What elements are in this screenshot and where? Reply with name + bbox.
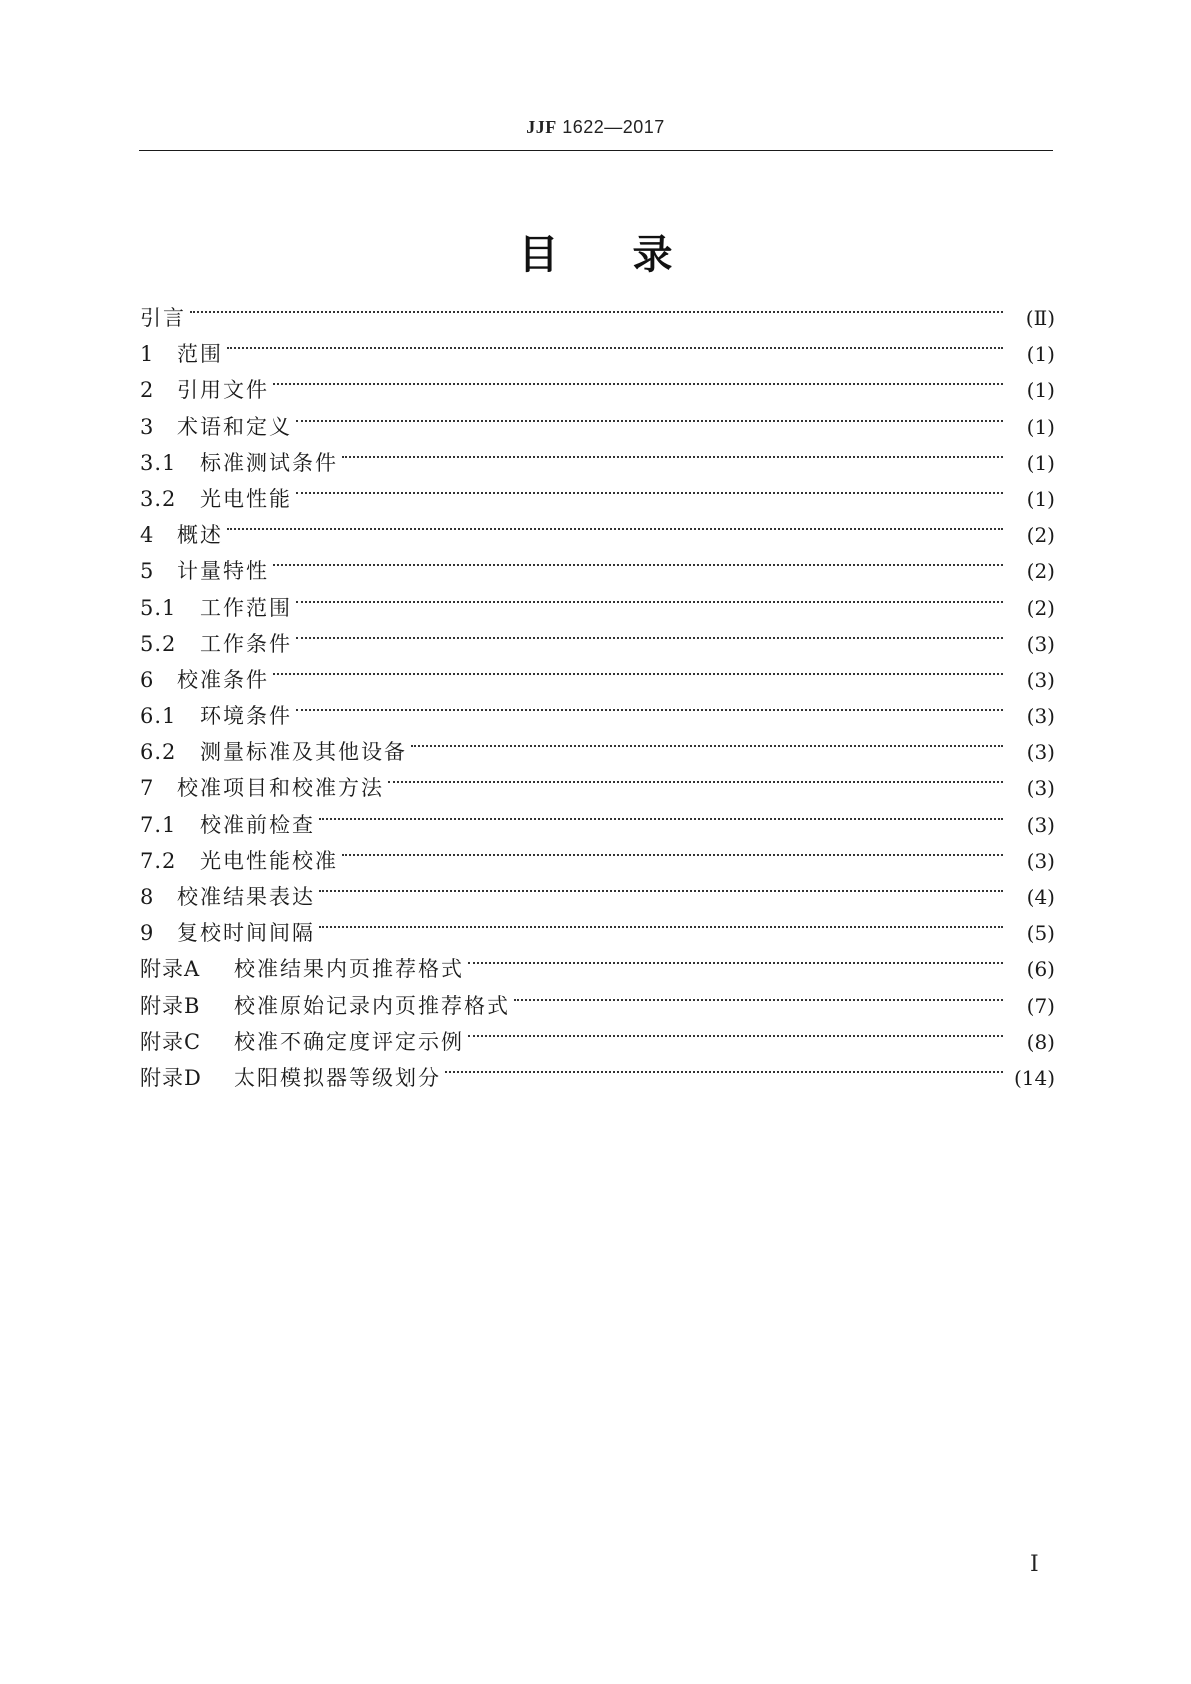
toc-entry-number: 5.2 [140,631,177,656]
toc-entry-label: 校准前检查 [200,812,315,837]
toc-entry-number: 3.2 [140,486,177,511]
toc-entry-label: 光电性能 [200,486,292,511]
toc-entry-page: (3) [1026,812,1055,837]
toc-entry-label: 范围 [177,342,223,367]
toc-entry-number: 2 [140,378,155,403]
toc-entry-label: 引用文件 [177,378,269,403]
dot-leader [388,759,1003,795]
toc-entry-number: 7.2 [140,848,177,873]
toc-entry-number: 附录D [140,1065,202,1090]
toc-entry-number: 7.1 [140,812,177,837]
toc-entry-number: 9 [140,921,155,946]
toc-entry[interactable] [140,398,1055,439]
toc-title-part1: 目 [518,231,559,278]
page-number: Ⅰ [1030,1552,1039,1577]
toc-entry-page: (1) [1026,342,1055,367]
dot-leader [273,651,1003,687]
toc-entry-page: (3) [1026,776,1055,801]
toc-entry-number: 8 [140,885,155,909]
dot-leader [468,940,1003,976]
dot-leader [296,615,1003,651]
dot-leader [296,687,1003,723]
toc-entry-label: 太阳模拟器等级划分 [234,1065,441,1090]
toc-entry-page: (1) [1026,450,1055,475]
dot-leader [227,325,1003,361]
toc-entry-label: 术语和定义 [177,414,292,439]
dot-leader [342,832,1003,868]
dot-leader [296,579,1003,615]
toc-entry-number: 6.2 [140,740,177,765]
toc-entry-label: 计量特性 [177,559,269,584]
toc-entry-page: (4) [1026,885,1055,909]
toc-entry-label: 环境条件 [200,704,292,729]
toc-title-part2: 录 [632,231,673,278]
dot-leader [411,723,1003,759]
toc-list [140,289,1055,1090]
toc-entry-number: 3.1 [140,450,177,475]
toc-entry[interactable] [140,506,1055,548]
toc-entry-page: (3) [1026,848,1055,873]
dot-leader [190,289,1003,325]
toc-entry-number: 6 [140,667,155,692]
dot-leader [445,1049,1003,1085]
toc-entry-page: (8) [1026,1029,1055,1054]
toc-entry-label: 校准原始记录内页推荐格式 [234,993,510,1018]
toc-entry-page: (1) [1026,486,1055,511]
toc-entry[interactable] [140,687,1055,729]
dot-leader [342,434,1003,470]
toc-entry-label: 引言 [140,306,186,330]
dot-leader [273,542,1003,578]
toc-entry-page: (7) [1026,993,1055,1018]
dot-leader [319,868,1003,904]
toc-entry-page: (2) [1026,559,1055,584]
toc-entry-label: 工作条件 [200,631,292,656]
toc-entry-number: 附录B [140,993,201,1018]
toc-entry[interactable] [140,651,1055,692]
dot-leader [468,1013,1003,1049]
toc-entry-page: (3) [1026,631,1055,656]
toc-entry-page: (2) [1026,595,1055,620]
toc-entry-label: 工作范围 [200,595,292,620]
toc-entry-label: 校准不确定度评定示例 [234,1029,464,1054]
toc-entry-label: 标准测试条件 [200,450,338,475]
toc-entry-label: 概述 [177,523,223,548]
toc-entry[interactable] [140,361,1055,403]
toc-entry-number: 1 [140,342,155,367]
dot-leader [227,506,1003,542]
toc-entry-number: 5.1 [140,595,177,620]
toc-entry-page: (3) [1026,740,1055,765]
dot-leader [319,904,1003,940]
toc-entry-page: (6) [1026,957,1055,982]
standard-number: 1622—2017 [562,117,665,137]
toc-entry[interactable] [140,289,1055,330]
toc-entry-page: (1) [1026,378,1055,403]
toc-entry[interactable] [140,579,1055,620]
dot-leader [319,796,1003,832]
toc-entry-label: 光电性能校准 [200,848,338,873]
toc-entry[interactable] [140,542,1055,584]
toc-title [0,231,1191,279]
toc-entry-page: (3) [1026,704,1055,729]
toc-entry-number: 附录C [140,1029,202,1054]
toc-entry-label: 校准结果内页推荐格式 [234,957,464,982]
header-divider [139,150,1053,151]
toc-entry[interactable] [140,325,1055,367]
dot-leader [273,361,1003,397]
toc-entry-number: 5 [140,559,155,584]
toc-entry-page: (3) [1026,667,1055,692]
toc-entry-page: (5) [1026,921,1055,946]
toc-entry-page: (1) [1026,414,1055,439]
standard-code: JJF [526,117,557,137]
running-header [0,117,1191,138]
toc-entry-label: 测量标准及其他设备 [200,740,407,765]
toc-entry-label: 校准项目和校准方法 [177,776,384,801]
dot-leader [514,977,1003,1013]
toc-entry-page: (2) [1026,523,1055,548]
toc-entry-number: 4 [140,523,155,548]
toc-entry-page: (Ⅱ) [1025,306,1055,330]
toc-entry-number: 6.1 [140,704,177,729]
toc-entry-label: 复校时间间隔 [177,921,315,946]
dot-leader [296,398,1003,434]
toc-entry-label: 校准条件 [177,667,269,692]
toc-entry-label: 校准结果表达 [177,885,315,909]
dot-leader [296,470,1003,506]
toc-entry-number: 7 [140,776,155,801]
toc-entry-number: 附录A [140,957,201,982]
toc-entry-page: (14) [1013,1065,1055,1090]
toc-entry-number: 3 [140,414,155,439]
